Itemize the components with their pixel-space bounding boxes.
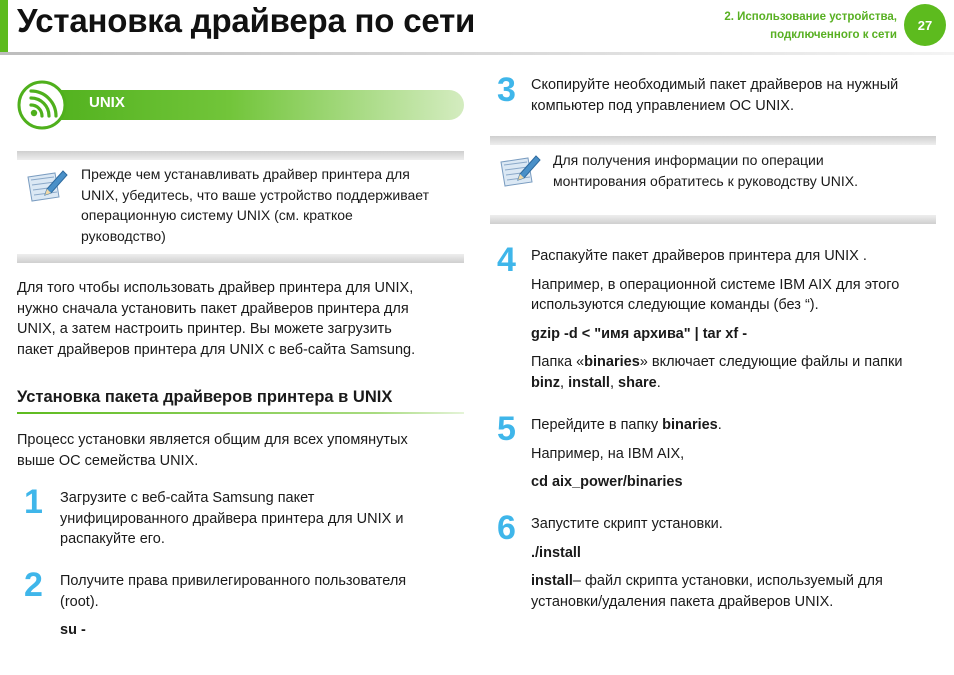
note-line: руководство) <box>81 227 166 244</box>
note-pencil-icon <box>25 167 69 203</box>
intro-paragraph <box>17 278 415 360</box>
step-number: 4 <box>497 241 516 279</box>
folder-name: binaries <box>584 354 640 370</box>
step-line <box>531 571 883 592</box>
command-text: cd aix_power/binaries <box>531 474 683 490</box>
step-number: 5 <box>497 410 516 448</box>
desc-text: – файл скрипта установки, используемый для <box>572 573 883 589</box>
step-6-text <box>531 514 883 612</box>
command-text: gzip -d < "имя архива" | tar xf - <box>531 325 748 342</box>
note-text <box>81 164 429 246</box>
note-bottom-border <box>490 215 936 224</box>
step-line: Распакуйте пакет драйверов принтера для UNIX . <box>531 248 867 264</box>
folder-prefix: Папка « <box>531 354 585 370</box>
note-pencil-icon <box>498 152 542 188</box>
step-5-text <box>531 415 722 493</box>
process-line: Процесс установки является общим для всех упомянутых <box>17 432 408 448</box>
step-number: 6 <box>497 509 516 547</box>
step-line: Получите права привилегированного пользователя <box>60 573 407 589</box>
step-1-text <box>60 488 403 550</box>
note-line: Прежде чем устанавливать драйвер принтера для <box>81 166 410 182</box>
step-prefix: Перейдите в папку <box>531 417 663 433</box>
file-name: share <box>618 374 657 391</box>
period: . <box>656 374 661 391</box>
step-line: распакуйте его. <box>60 531 165 547</box>
step-3-text <box>531 75 898 116</box>
title-divider <box>0 52 954 55</box>
note-line: UNIX, убедитесь, что ваше устройство поддерживает <box>81 186 429 203</box>
step-line: Например, на IBM AIX, <box>531 445 685 462</box>
step-line: используются следующие команды (без “). <box>531 297 819 313</box>
note-line: операционную систему UNIX (см. краткое <box>81 207 353 223</box>
subheading: Установка пакета драйверов принтера в UNIX <box>17 388 393 406</box>
intro-line: нужно сначала установить пакет драйверов принтера для <box>17 300 409 317</box>
step-line: (root). <box>60 593 99 610</box>
step-line: компьютер под управлением ОС UNIX. <box>531 97 794 114</box>
folder-line <box>531 352 902 373</box>
folder-suffix: » включает следующие файлы и папки <box>639 354 903 370</box>
note-top-border <box>490 136 936 145</box>
file-name: binz <box>531 374 560 391</box>
step-line: Запустите скрипт установки. <box>531 516 723 532</box>
subheading-rule <box>17 412 464 414</box>
file-name: install <box>568 374 610 391</box>
command-text: su - <box>60 622 86 638</box>
step-number: 3 <box>497 71 516 109</box>
step-4-text <box>531 246 902 393</box>
command-text: ./install <box>531 544 581 561</box>
period: . <box>717 417 722 433</box>
note-top-border <box>17 151 464 160</box>
process-paragraph <box>17 430 408 471</box>
step-line: Например, в операционной системе IBM AIX для этого <box>531 276 900 293</box>
chapter-line-1: 2. Использование устройства, <box>724 11 897 23</box>
separator: , <box>560 374 569 391</box>
step-line: установки/удаления пакета драйверов UNIX. <box>531 593 834 610</box>
intro-line: UNIX, а затем настроить принтер. Вы можете загрузить <box>17 321 392 337</box>
script-name: install <box>531 573 573 589</box>
chapter-link[interactable] <box>724 8 897 44</box>
step-number: 2 <box>24 566 43 604</box>
header-accent-bar <box>0 0 8 52</box>
process-line: выше ОС семейства UNIX. <box>17 452 199 469</box>
note-line: монтирования обратитесь к руководству UNIX. <box>553 172 858 189</box>
note-text <box>553 150 858 191</box>
step-2-text <box>60 571 406 641</box>
section-label: UNIX <box>89 94 125 111</box>
page-title: Установка драйвера по сети <box>17 2 476 39</box>
network-icon <box>17 80 67 130</box>
intro-line: пакет драйверов принтера для UNIX с веб-сайта Samsung. <box>17 341 416 358</box>
step-line: унифицированного драйвера принтера для UNIX и <box>60 510 404 527</box>
note-line: Для получения информации по операции <box>553 152 824 168</box>
step-line <box>531 415 722 436</box>
separator: , <box>609 374 619 391</box>
chapter-line-2: подключенного к сети <box>770 29 897 41</box>
folder-name: binaries <box>662 417 718 433</box>
step-line: Загрузите с веб-сайта Samsung пакет <box>60 490 315 506</box>
step-line: Скопируйте необходимый пакет драйверов на нужный <box>531 77 899 93</box>
note-bottom-border <box>17 254 464 263</box>
page-number-badge: 27 <box>904 4 946 46</box>
folder-items <box>531 373 902 394</box>
intro-line: Для того чтобы использовать драйвер принтера для UNIX, <box>17 280 414 296</box>
step-number: 1 <box>24 483 43 521</box>
